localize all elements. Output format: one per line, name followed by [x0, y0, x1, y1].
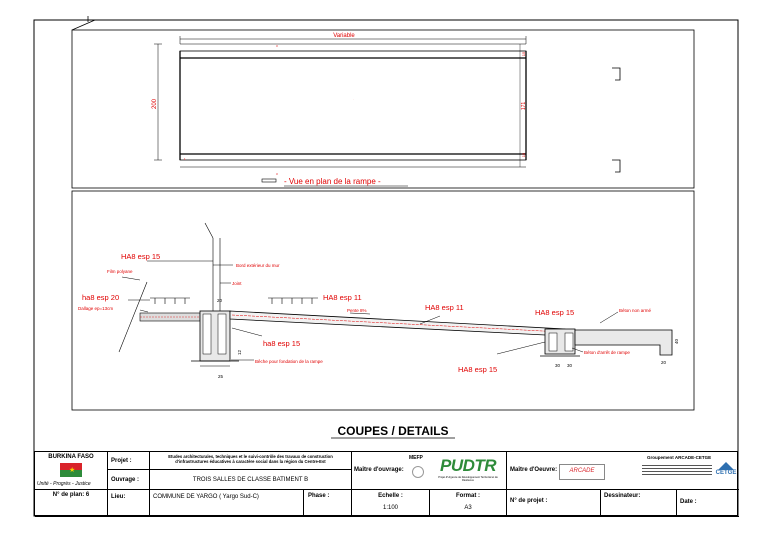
label-dim-12: 12	[237, 349, 242, 355]
flag-icon: ★	[60, 463, 82, 477]
svg-text:1: 1	[184, 157, 186, 161]
maitre-ouvrage-label: Maître d'ouvrage:	[354, 467, 404, 473]
label-ha8-esp15-bottom: HA8 esp 15	[458, 365, 498, 374]
projet-text: Etudes architecturales, techniques et le suivi-contrôle des travaux de construction d'infrastructures éducatives à caractère social dans la région du Centre-Est	[168, 454, 333, 464]
plan-dim-right-bottom: 15	[521, 152, 526, 158]
section-heading: COUPES / DETAILS	[337, 424, 449, 438]
plan-dim-top: Variable	[333, 33, 355, 39]
label-pente: Pente 8%	[347, 308, 367, 313]
label-dim-20: 20	[217, 298, 223, 303]
label-bord-exterieur: Bord extérieur du mur	[236, 263, 280, 268]
echelle-label: Echelle :	[378, 493, 403, 499]
ouvrage-value: TROIS SALLES DE CLASSE BATIMENT B	[192, 477, 309, 483]
date-label: Date :	[680, 499, 697, 505]
svg-text:3: 3	[276, 172, 278, 176]
cetge-logo	[715, 462, 737, 486]
plan-view	[72, 30, 694, 188]
projet-label: Projet :	[111, 458, 132, 464]
label-ha8-esp15-mid: ha8 esp 15	[263, 339, 301, 348]
label-ha8-esp11-right: HA8 esp 11	[425, 303, 464, 312]
mefp-label: MEFP	[409, 455, 423, 461]
echelle-value: 1:100	[382, 505, 398, 511]
dessinateur-label: Dessinateur:	[604, 493, 641, 499]
label-beche: Bêche pour fondation de la rampe	[255, 359, 323, 364]
lieu-value: COMMUNE DE YARGO ( Yargo Sud-C)	[153, 494, 259, 500]
format-label: Format :	[456, 493, 480, 499]
country-label: BURKINA FASO	[48, 454, 94, 460]
arcade-logo	[559, 464, 605, 480]
ouvrage-label: Ouvrage :	[111, 477, 140, 483]
cetge-logo-text: CETGE	[715, 470, 737, 476]
phase-label: Phase :	[308, 493, 330, 499]
groupement-label: Groupement ARCADE-CETGE	[647, 455, 712, 460]
company-details-text	[642, 463, 712, 477]
plan-view-title: - Vue en plan de la rampe -	[284, 177, 381, 186]
sheet-border	[34, 20, 738, 516]
section-view	[72, 191, 694, 438]
plan-frame	[72, 30, 694, 188]
format-value: A3	[464, 505, 472, 511]
label-dallage: Dallage ep=13cm	[78, 306, 114, 311]
label-ha8-esp20: ha8 esp 20	[82, 293, 120, 302]
plan-dim-left: 200	[152, 98, 158, 110]
label-joint: Joint	[232, 281, 242, 286]
label-ha8-esp11-left: HA8 esp 11	[323, 293, 362, 302]
label-ha8-esp15-top: HA8 esp 15	[121, 252, 161, 261]
title-block	[34, 451, 738, 516]
mefp-emblem-icon	[412, 466, 424, 478]
label-film-polyane: Film polyane	[107, 269, 133, 274]
maitre-oeuvre-label: Maître d'Oeuvre:	[510, 467, 558, 473]
projet-number-label: N° de projet :	[510, 498, 548, 504]
svg-text:3: 3	[276, 44, 278, 48]
label-dim-25: 25	[218, 374, 224, 379]
label-dim-30b: 30	[567, 363, 573, 368]
svg-text:.: .	[353, 99, 354, 101]
label-beton-arret: Béton d'arrêt de rampe	[584, 350, 630, 355]
arcade-logo-text: ARCADE	[569, 468, 595, 474]
label-beton-non-arme: Béton non armé	[619, 308, 652, 313]
plan-dim-right-top: 15	[521, 51, 526, 57]
plan-number: N° de plan: 6	[52, 492, 90, 498]
plan-dim-right-mid: 171	[521, 101, 527, 111]
label-ha8-esp15-right: HA8 esp 15	[535, 308, 575, 317]
label-dim-40: 40	[674, 338, 679, 344]
pudtr-subtitle: Projet d'Urgence de Développement Territorial et de Résilience	[438, 476, 498, 482]
motto-label: Unité - Progrès - Justice	[37, 481, 91, 487]
pudtr-logo: PUDTR	[440, 456, 497, 475]
label-dim-30a: 30	[555, 363, 561, 368]
label-dim-20b: 20	[661, 360, 667, 365]
lieu-label: Lieu:	[111, 494, 126, 500]
